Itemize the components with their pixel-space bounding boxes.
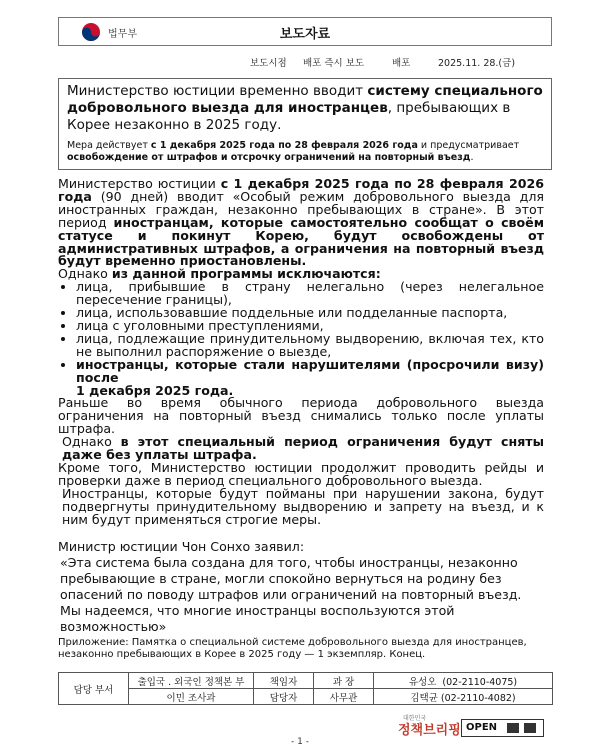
exclusion-list [58,281,544,384]
appendix-note: Приложение: Памятка о специальной системе добровольного выезда для иностранцев, незаконно пребывающих в Корее в 2025 году — 1 экземпляр. Конец. [58,637,527,660]
distribution-label: 배포 [392,58,411,69]
list-item: • лица с уголовными преступлениями, [76,320,544,333]
paragraph-program: Министерство юстиции с 1 декабря 2025 года по 28 февраля 2026 года (90 дней) вводит «Особый режим добровольного выезда для иностранных граждан, незаконно пребывающих в стране». В этот период иностранцам, которые самостоятельно сообщат о своём статусе и покинут Корею, будут освобождены от административных штрафов, а ограничения на повторный въезд будут временно приостановлены. [58,176,544,269]
document-title: 보도자료 [279,27,331,42]
release-value: 배포 즉시 보도 [303,58,365,69]
list-item: • иностранцы, которые стали нарушителями (просрочили визу) после [76,359,544,385]
brand-small-text: 대한민국 [403,715,427,722]
open-label: OPEN [466,722,498,733]
paragraph-inspections: Кроме того, Министерство юстиции продолжит проводить рейды и проверки даже в период специального добровольного выезда. [58,459,544,488]
minister-quote: «Эта система была создана для того, чтобы иностранцы, незаконно пребывающие в стране, могли спокойно вернуться на родину без опасений по поводу штрафов или ограничений на повторный въезд. Мы надеемся, что многие иностранцы воспользуются этой возможностью» [60,555,522,635]
responsible-label: 책임자 [254,673,314,689]
responsible-contact: 유성오 (02-2110-4075) [374,673,553,689]
responsible-role: 과 장 [314,673,374,689]
body-text [58,178,544,635]
exclusion-date: 1 декабря 2025 года. [76,382,234,398]
paragraph-previous-rule: Раньше во время обычного периода добровольного выезда ограничения на повторный въезд снимались только после уплаты штрафа. [58,395,544,437]
dept-label: 담당 부서 [59,673,129,705]
paragraph-penalties: Иностранцы, которые будут пойманы при нарушении закона, будут подвергнуты принудительному выдворению и запрету на въезд, и к ним будут применяться строгие меры. [62,485,544,527]
summary-box [58,78,552,170]
dept-line2: 이민 조사과 [129,689,254,705]
release-date: 2025.11. 28.(금) [438,58,516,69]
cc-attribution-icon [507,723,519,733]
list-item: • лица, прибывшие в страну нелегально (через нелегальное пересечение границы), [76,281,544,307]
page-number: - 1 - [291,737,309,747]
cc-nonderivative-icon [524,723,536,733]
policy-briefing-logo: 정책브리핑 [398,723,461,738]
paragraph-special-rule: Однако в этот специальный период ограничения будут сняты даже без уплаты штрафа. [62,434,544,463]
staff-contact: 김택균 (02-2110-4082) [374,689,553,705]
staff-label: 담당자 [254,689,314,705]
ministry-name: 법무부 [108,29,137,40]
staff-role: 사무관 [314,689,374,705]
paragraph-exclusions-intro: Однако из данной программы исключаются: [58,266,381,282]
summary-subline: Мера действует с 1 декабря 2025 года по 28 февраля 2026 года и предусматривает освобождение от штрафов и отсрочку ограничений на повторный въезд. [67,140,520,163]
dept-line1: 출입국 . 외국인 정책본 부 [129,673,254,689]
open-license-mark [461,719,544,737]
list-item: • лица, использовавшие поддельные или подделанные паспорта, [76,307,544,320]
header-box [58,17,552,46]
list-item: • лица, подлежащие принудительному выдворению, включая тех, кто не выполнил распоряжение о выезде, [76,333,544,359]
release-label: 보도시점 [250,58,287,69]
quote-intro: Министр юстиции Чон Сонхо заявил: [58,539,305,555]
contacts-table [58,672,553,705]
summary-headline: Министерство юстиции временно вводит систему специального добровольного выезда для иностранцев, пребывающих в Корее незаконно в 2025 году. [67,83,543,133]
